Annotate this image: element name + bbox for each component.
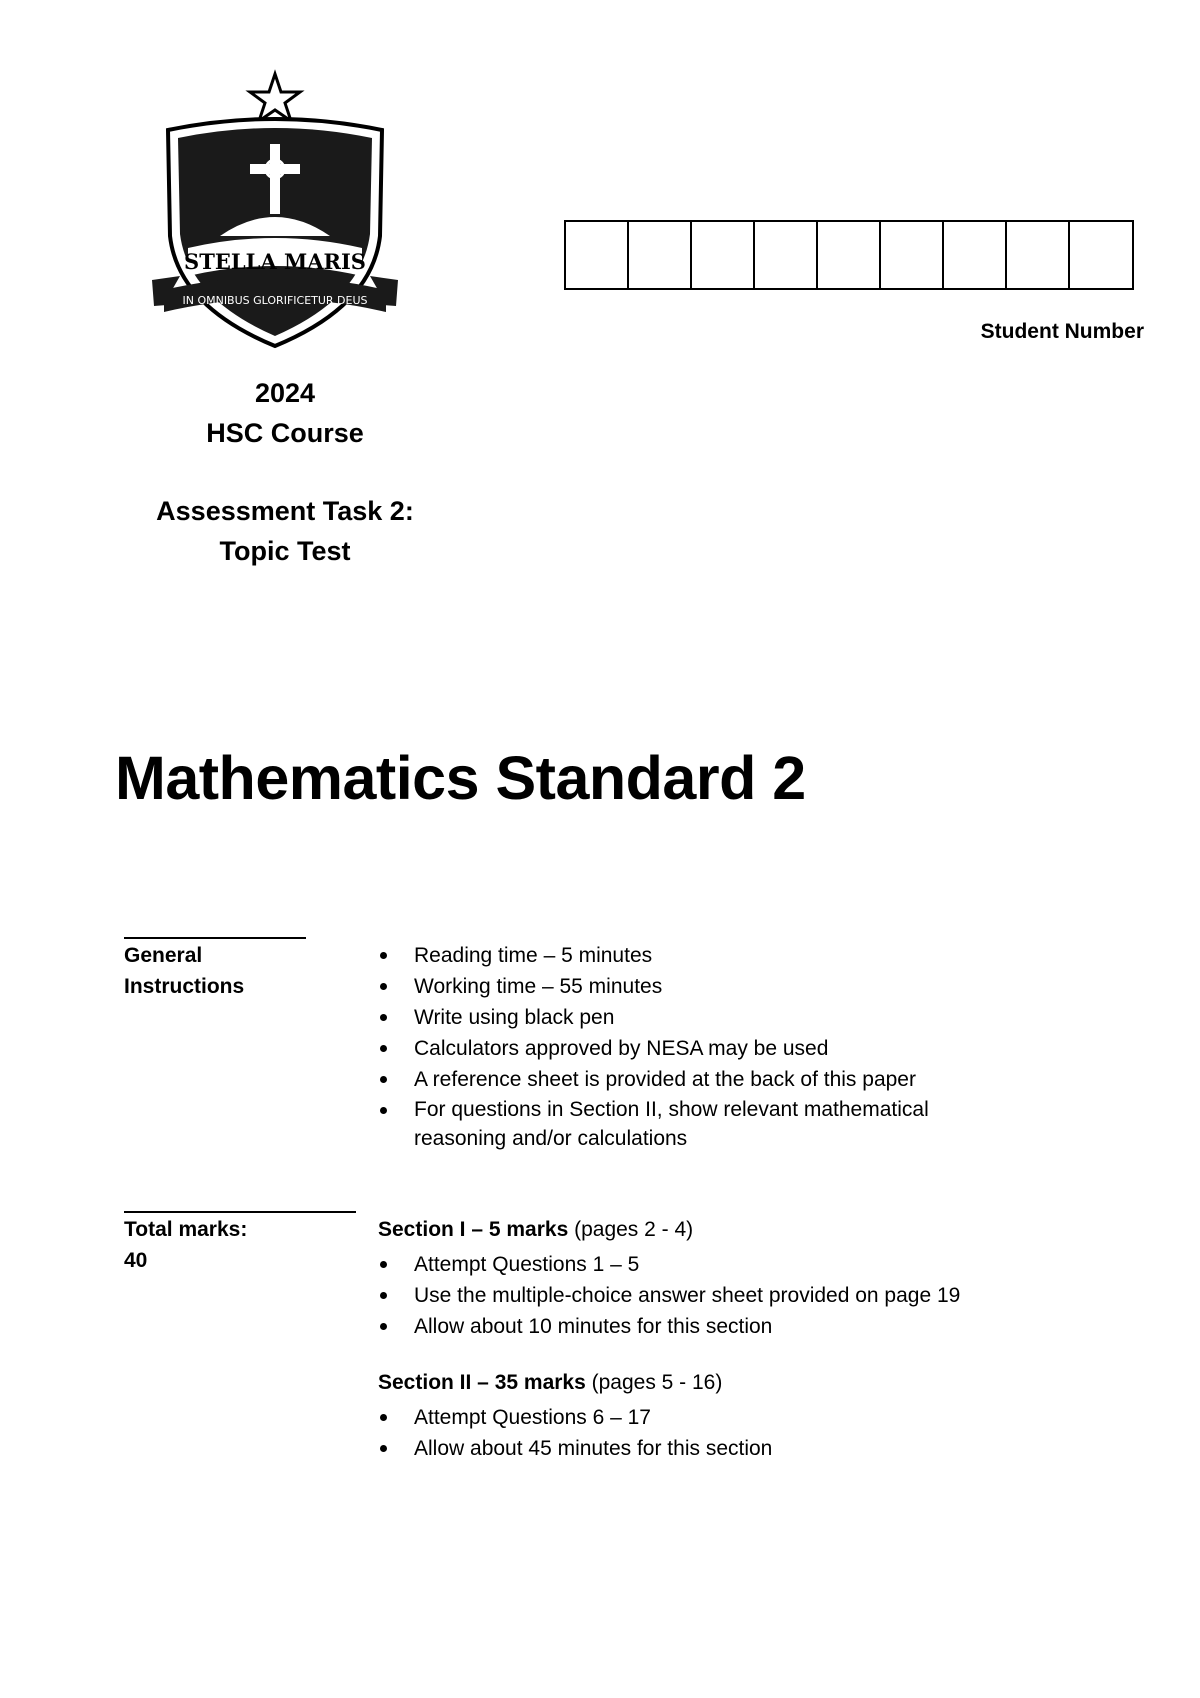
section-2-heading: [378, 1367, 722, 1398]
list-item: Allow about 10 minutes for this section: [378, 1311, 998, 1342]
student-number-box[interactable]: [629, 222, 692, 288]
general-instructions-list: [378, 940, 998, 1153]
general-instructions-label: [124, 940, 244, 1002]
exam-year: 2024: [254, 378, 316, 408]
star-icon: [250, 74, 300, 121]
list-item: Working time – 55 minutes: [378, 971, 998, 1002]
divider: [124, 1211, 356, 1213]
section-1-title: Section I – 5 marks: [378, 1218, 569, 1241]
subject-title: Mathematics Standard 2: [115, 744, 806, 812]
divider: [124, 937, 306, 939]
list-item: Attempt Questions 1 – 5: [378, 1249, 998, 1280]
crest-motto-text: IN OMNIBUS GLORIFICETUR DEUS: [182, 294, 368, 307]
course-name: HSC Course: [206, 418, 364, 448]
student-number-label: Student Number: [980, 320, 1144, 343]
student-number-box[interactable]: [818, 222, 881, 288]
list-item: Write using black pen: [378, 1002, 998, 1033]
school-crest-logo: [150, 68, 400, 358]
student-number-box[interactable]: [755, 222, 818, 288]
list-item: Use the multiple-choice answer sheet provided on page 19: [378, 1280, 998, 1311]
section-2-pages: (pages 5 - 16): [585, 1371, 723, 1394]
list-item: Allow about 45 minutes for this section: [378, 1433, 998, 1464]
list-item: A reference sheet is provided at the back of this paper: [378, 1064, 998, 1095]
task-subtitle: Topic Test: [219, 536, 351, 566]
student-number-box[interactable]: [566, 222, 629, 288]
total-marks-value: 40: [124, 1249, 148, 1272]
section-2-list: [378, 1402, 998, 1464]
total-marks-text: Total marks:: [124, 1218, 248, 1241]
student-number-box[interactable]: [692, 222, 755, 288]
crest-name-text: STELLA MARIS: [184, 249, 366, 274]
list-item: Calculators approved by NESA may be used: [378, 1033, 998, 1064]
total-marks-label: [124, 1214, 247, 1276]
section-1-heading: [378, 1214, 693, 1245]
student-number-box[interactable]: [1070, 222, 1132, 288]
section-1-pages: (pages 2 - 4): [568, 1218, 694, 1241]
student-number-box[interactable]: [1007, 222, 1070, 288]
list-item: Reading time – 5 minutes: [378, 940, 998, 971]
student-number-boxes[interactable]: [564, 220, 1134, 290]
list-item: For questions in Section II, show relevant mathematical reasoning and/or calculations: [378, 1095, 998, 1153]
list-item: Attempt Questions 6 – 17: [378, 1402, 998, 1433]
section-1-list: [378, 1249, 998, 1342]
task-title: Assessment Task 2:: [156, 496, 414, 526]
label-line: Instructions: [124, 975, 245, 998]
label-line: General: [124, 944, 203, 967]
section-2-title: Section II – 35 marks: [378, 1371, 586, 1394]
student-number-box[interactable]: [881, 222, 944, 288]
student-number-box[interactable]: [944, 222, 1007, 288]
